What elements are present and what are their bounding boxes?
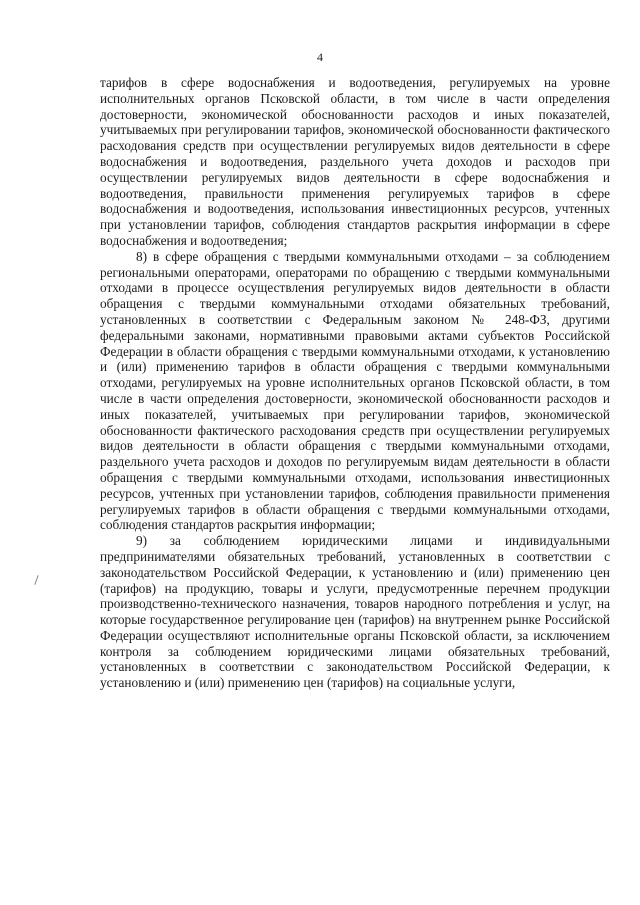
paragraph-item-8: 8) в сфере обращения с твердыми коммунальными отходами – за соблюдением региональными операторами, операторами по обращению с твердыми коммунальными отходами в процессе осуществления регулируемых видов деятельности в области обращения с твердыми коммунальными отходами обязательных требований, установленных в соответствии с Федеральным законом № 248-ФЗ, другими федеральными законами, нормативными правовыми актами субъектов Российской Федерации в области обращения с твердыми коммунальными отходами, к установлению и (или) применению тарифов в области обращения с твердыми коммунальными отходами, регулируемых на уровне исполнительных органов Псковской области, в том числе в части определения достоверности, экономической обоснованности расходов и иных показателей, учитываемых при регулировании тарифов, экономической обоснованности фактического расходования средств при осуществлении регулируемых видов деятельности в области обращения с твердыми коммунальными отходами, раздельного учета расходов и доходов по регулируемым видам деятельности в области обращения с твердыми коммунальными отходами, использования инвестиционных ресурсов, учтенных при установлении тарифов, соблюдения правильности применения регулируемых тарифов в области обращения с твердыми коммунальными отходами, соблюдения стандартов раскрытия информации; — [100, 248, 610, 533]
paragraph-item-9: 9) за соблюдением юридическими лицами и индивидуальными предпринимателями обязательных требований, установленных в соответствии с законодательством Российской Федерации, к установлению и (или) применению цен (тарифов) на продукцию, товары и услуги, предусмотренные перечнем продукции производственно-технического назначения, товаров народного потребления и услуг, на которые государственное регулирование цен (тарифов) на внутреннем рынке Российской Федерации осуществляют исполнительные органы Псковской области, за исключением контроля за соблюдением юридическими лицами обязательных требований, установленных в соответствии с законодательством Российской Федерации, к установлению и (или) применению цен (тарифов) на социальные услуги, — [100, 533, 610, 691]
scan-artifact-mark — [34, 575, 38, 585]
page-number: 4 — [317, 50, 323, 64]
document-body — [100, 75, 610, 691]
paragraph-continuation: тарифов в сфере водоснабжения и водоотведения, регулируемых на уровне исполнительных органов Псковской области, в том числе в части определения достоверности, экономической обоснованности расходов и иных показателей, учитываемых при регулировании тарифов, экономической обоснованности фактического расходования средств при осуществлении регулируемых видов деятельности в сфере водоснабжения и водоотведения, раздельного учета доходов и расходов при осуществлении регулируемых видов деятельности в сфере водоснабжения и водоотведения, правильности применения регулируемых тарифов в сфере водоснабжения и водоотведения, использования инвестиционных ресурсов, учтенных при установлении тарифов, соблюдения стандартов раскрытия информации в сфере водоснабжения и водоотведения; — [100, 75, 610, 248]
